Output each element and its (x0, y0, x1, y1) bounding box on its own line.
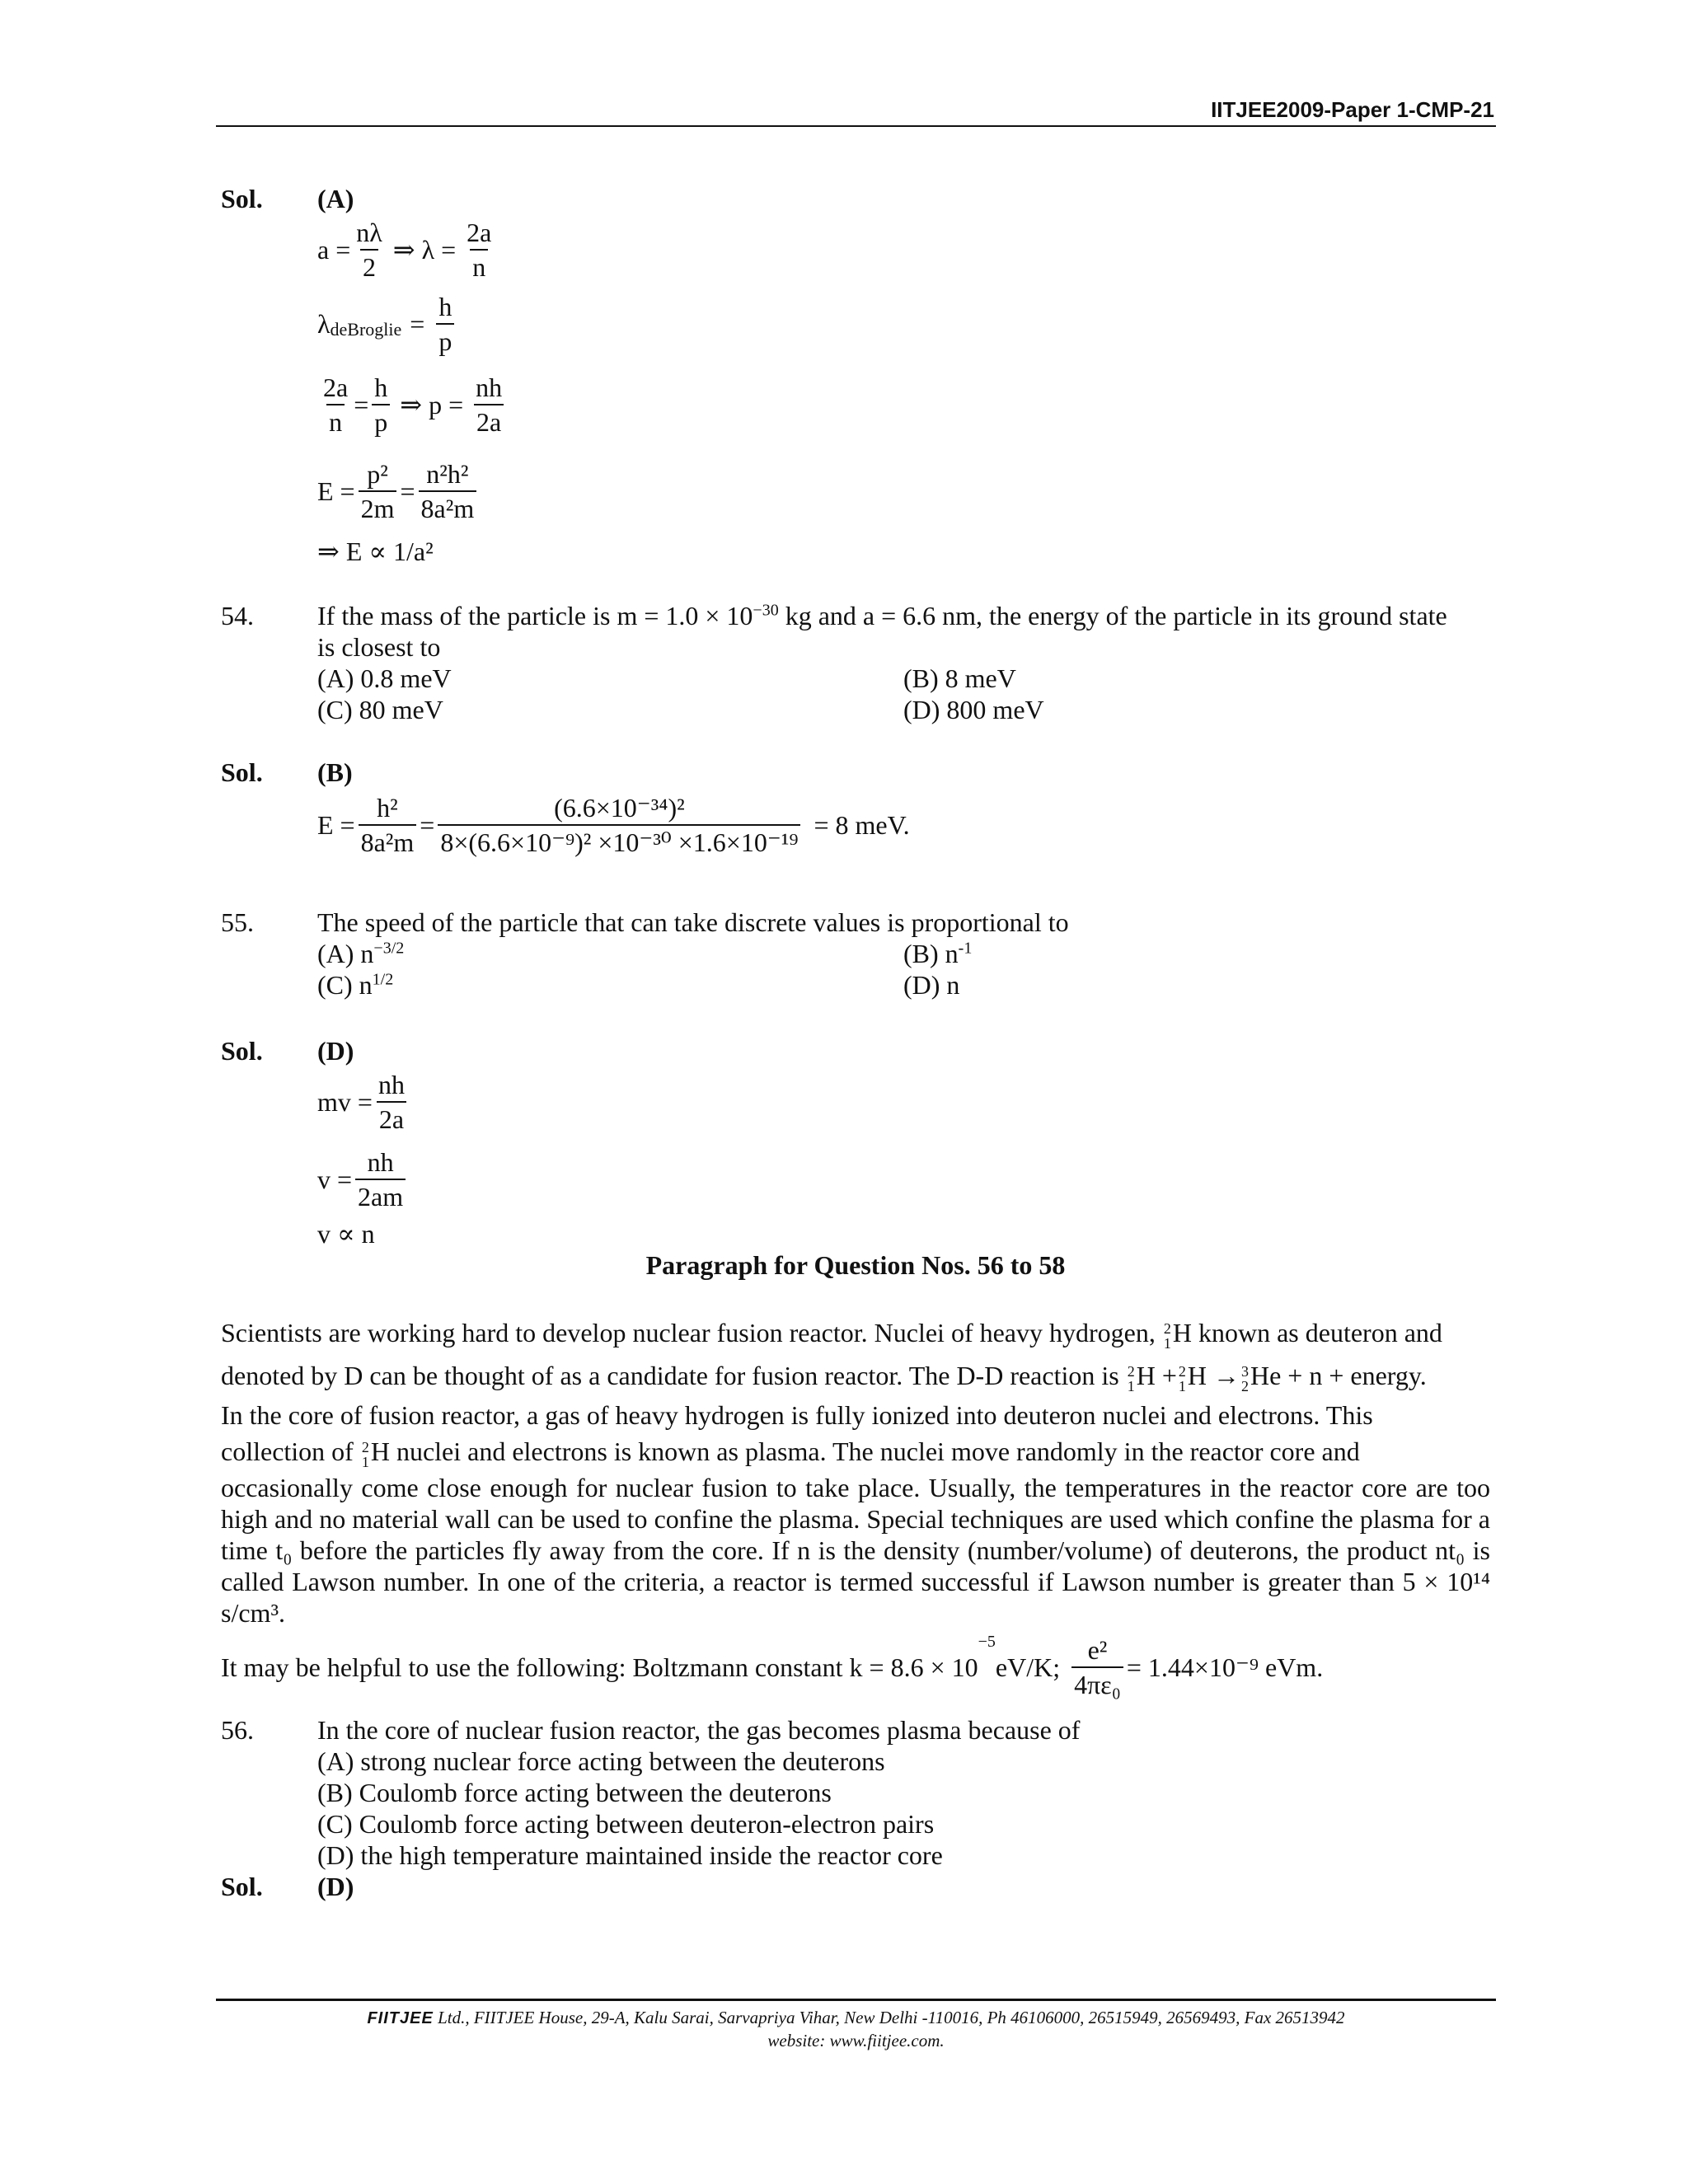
denominator: 2a (377, 1101, 406, 1136)
footer-text: Ltd., FIITJEE House, 29-A, Kalu Sarai, Sarvapriya Vihar, New Delhi -110016, Ph 46106000, 26515949, 26569493, Fax 26513942 (433, 2008, 1345, 2027)
helper-line: It may be helpful to use the following: Boltzmann constant k = 8.6 × 10 −5 eV/K; $\frac{\text{e²}}{\text{4πε₀}}$ = 1.44×10⁻⁹ eVm. (221, 1633, 1324, 1699)
sol-label: Sol. (221, 1036, 263, 1066)
eq-text: λ (317, 308, 331, 339)
paragraph-text: He + n + energy. (1250, 1361, 1427, 1390)
option-c: (C) Coulomb force acting between deuteron-electron pairs (317, 1809, 935, 1839)
sol-answer: (D) (317, 1872, 354, 1901)
paragraph-body: occasionally come close enough for nuclear fusion to take place. Usually, the temperatures in the reactor core are too high and no material wall can be used to confine the plasma. Special techniques are used which confine the plasma for a time t₀ before the particles fly away from the core. If n is the density (number/volume) of deuterons, the product nt₀ is called Lawson number. In one of the criteria, a reactor is termed successful if Lawson number is greater than 5 × 10¹⁴ s/cm³. (221, 1473, 1490, 1628)
question-text-part: If the mass of the particle is m = 1.0 × 10 (317, 601, 753, 630)
numerator: p² (367, 459, 388, 489)
eq-text: ⇒ λ = (392, 235, 457, 265)
paragraph-text: Scientists are working hard to develop nuclear fusion reactor. Nuclei of heavy hydrogen, (221, 1318, 1162, 1347)
eq-text: ⇒ p = (400, 390, 464, 419)
nuclide-notation (1164, 1321, 1171, 1351)
equation-line (317, 457, 480, 525)
option-d: (D) 800 meV (903, 695, 1044, 724)
denominator: 2m (359, 490, 397, 525)
fraction (464, 216, 494, 284)
atomic-number: 2 (1240, 1377, 1249, 1394)
nuclide-notation (1128, 1364, 1135, 1394)
eq-text: = 8 meV. (814, 809, 910, 840)
option-d: (D) n (903, 970, 960, 1000)
question-text: is closest to (317, 632, 441, 662)
sol-answer: (D) (317, 1036, 354, 1066)
option-a (317, 938, 404, 969)
equation-line: ⇒ E ∝ 1/a² (317, 537, 434, 566)
denominator: 2a (474, 404, 504, 438)
nuclide-notation (1179, 1364, 1186, 1394)
equation-line (317, 1146, 409, 1213)
mass-number: 3 (1240, 1362, 1249, 1380)
option-b (903, 938, 972, 969)
numerator: (6.6×10⁻³⁴)² (554, 793, 685, 823)
numerator: h² (377, 793, 398, 823)
eq-text: E = (317, 476, 355, 506)
header-rule (216, 125, 1496, 127)
denominator: 8a²m (359, 824, 417, 859)
footer-rule (216, 1999, 1496, 2001)
numerator: 2a (467, 218, 492, 247)
equation-line (317, 791, 910, 859)
sol-answer: (B) (317, 757, 353, 787)
exponent: 1/2 (372, 970, 394, 989)
fraction (438, 791, 800, 859)
equation-line (317, 1068, 410, 1136)
denominator: 8a²m (419, 490, 477, 525)
paragraph-text: H → (1187, 1361, 1240, 1390)
numerator: nλ (356, 218, 382, 247)
exponent: −3/2 (373, 939, 405, 958)
option-text: (C) n (317, 970, 373, 1000)
denominator: 8×(6.6×10⁻⁹)² ×10⁻³⁰ ×1.6×10⁻¹⁹ (438, 824, 800, 859)
option-a: (A) 0.8 meV (317, 663, 452, 693)
paragraph-text: H + (1136, 1361, 1177, 1390)
page-header-title: IITJEE2009-Paper 1-CMP-21 (1211, 97, 1494, 122)
eq-text: v = (317, 1164, 353, 1194)
eq-text: E = (317, 809, 355, 840)
eq-text: a = (317, 234, 351, 265)
fraction (355, 1146, 406, 1213)
option-d: (D) the high temperature maintained inside the reactor core (317, 1840, 943, 1870)
paragraph-heading: Paragraph for Question Nos. 56 to 58 (645, 1250, 1066, 1280)
sol-label: Sol. (221, 1872, 263, 1901)
equation-line: v ∝ n (317, 1219, 375, 1249)
fraction (376, 1068, 407, 1136)
mass-number: 2 (1163, 1319, 1171, 1337)
paragraph-line (221, 1436, 1360, 1469)
numerator: n²h² (426, 459, 469, 489)
numerator: e² (1087, 1635, 1108, 1665)
eq-text: = (420, 809, 435, 840)
fraction (473, 371, 504, 438)
denominator: 2 (360, 249, 378, 284)
numerator: nh (367, 1147, 394, 1177)
fraction (359, 457, 397, 525)
fraction (372, 371, 390, 438)
equation-line (317, 216, 497, 284)
atomic-number: 1 (361, 1453, 369, 1470)
equation-line (317, 290, 457, 358)
eq-subscript: deBroglie (330, 319, 402, 340)
eq-text: = (400, 476, 415, 506)
eq-text: = (410, 308, 425, 339)
paragraph-text: denoted by D can be thought of as a candidate for fusion reactor. The D-D reaction is (221, 1361, 1126, 1390)
option-a: (A) strong nuclear force acting between the deuterons (317, 1746, 885, 1776)
paragraph-line: In the core of fusion reactor, a gas of heavy hydrogen is fully ionized into deuteron nuclei and electrons. This (221, 1400, 1373, 1430)
atomic-number: 1 (1127, 1377, 1135, 1394)
fraction (321, 371, 350, 438)
nuclide-notation (1241, 1364, 1249, 1394)
numerator: nh (476, 373, 503, 402)
footer-address (216, 2008, 1496, 2028)
fraction (436, 290, 454, 358)
fraction (1071, 1633, 1123, 1701)
fraction (359, 791, 417, 859)
paragraph-text: H known as deuteron and (1172, 1318, 1442, 1347)
equation-line (317, 371, 508, 438)
sol-label: Sol. (221, 184, 263, 213)
sol-answer: (A) (317, 184, 354, 213)
fraction (354, 216, 385, 284)
question-number: 56. (221, 1715, 254, 1745)
paragraph-line (221, 1317, 1442, 1351)
denominator: n (326, 404, 345, 438)
mass-number: 2 (1127, 1362, 1135, 1380)
sol-label: Sol. (221, 757, 263, 787)
option-text: (A) n (317, 939, 374, 968)
nuclide-notation (362, 1440, 369, 1469)
denominator: n (470, 249, 488, 284)
paragraph-text: H nuclei and electrons is known as plasma. The nuclei move randomly in the reactor core and (370, 1436, 1360, 1466)
paragraph-text: = 1.44×10⁻⁹ eVm. (1126, 1652, 1324, 1682)
exponent: −30 (753, 601, 779, 620)
fiitjee-logo: FIITJEE (367, 2009, 434, 2027)
option-text: (B) n (903, 939, 959, 968)
option-b: (B) Coulomb force acting between the deuterons (317, 1778, 832, 1807)
paragraph-text: It may be helpful to use the following: Boltzmann constant k = 8.6 × 10 (221, 1652, 978, 1682)
question-number: 55. (221, 907, 254, 937)
numerator: nh (377, 1070, 405, 1099)
question-text (317, 600, 1447, 631)
option-c (317, 969, 393, 1001)
option-b: (B) 8 meV (903, 663, 1016, 693)
denominator: 4πε₀ (1071, 1666, 1123, 1701)
paragraph-line (221, 1360, 1427, 1394)
numerator: 2a (323, 373, 349, 402)
denominator: p (436, 323, 454, 358)
mass-number: 2 (361, 1438, 369, 1455)
question-number: 54. (221, 601, 254, 630)
fraction (419, 457, 477, 525)
eq-text: mv = (317, 1086, 373, 1117)
question-text: The speed of the particle that can take discrete values is proportional to (317, 907, 1069, 937)
question-text: In the core of nuclear fusion reactor, the gas becomes plasma because of (317, 1715, 1081, 1745)
eq-text: = (354, 389, 369, 419)
exponent: -1 (958, 939, 973, 958)
numerator: h (374, 373, 388, 402)
mass-number: 2 (1178, 1362, 1186, 1380)
question-text-part: kg and a = 6.6 nm, the energy of the particle in its ground state (778, 601, 1447, 630)
numerator: h (438, 292, 452, 321)
atomic-number: 1 (1163, 1334, 1171, 1352)
paragraph-text: collection of (221, 1436, 360, 1466)
paragraph-text: eV/K; (995, 1652, 1061, 1682)
footer-website: website: www.fiitjee.com. (767, 2031, 945, 2050)
atomic-number: 1 (1178, 1377, 1186, 1394)
option-c: (C) 80 meV (317, 695, 443, 724)
denominator: p (372, 404, 390, 438)
denominator: 2am (355, 1179, 406, 1213)
